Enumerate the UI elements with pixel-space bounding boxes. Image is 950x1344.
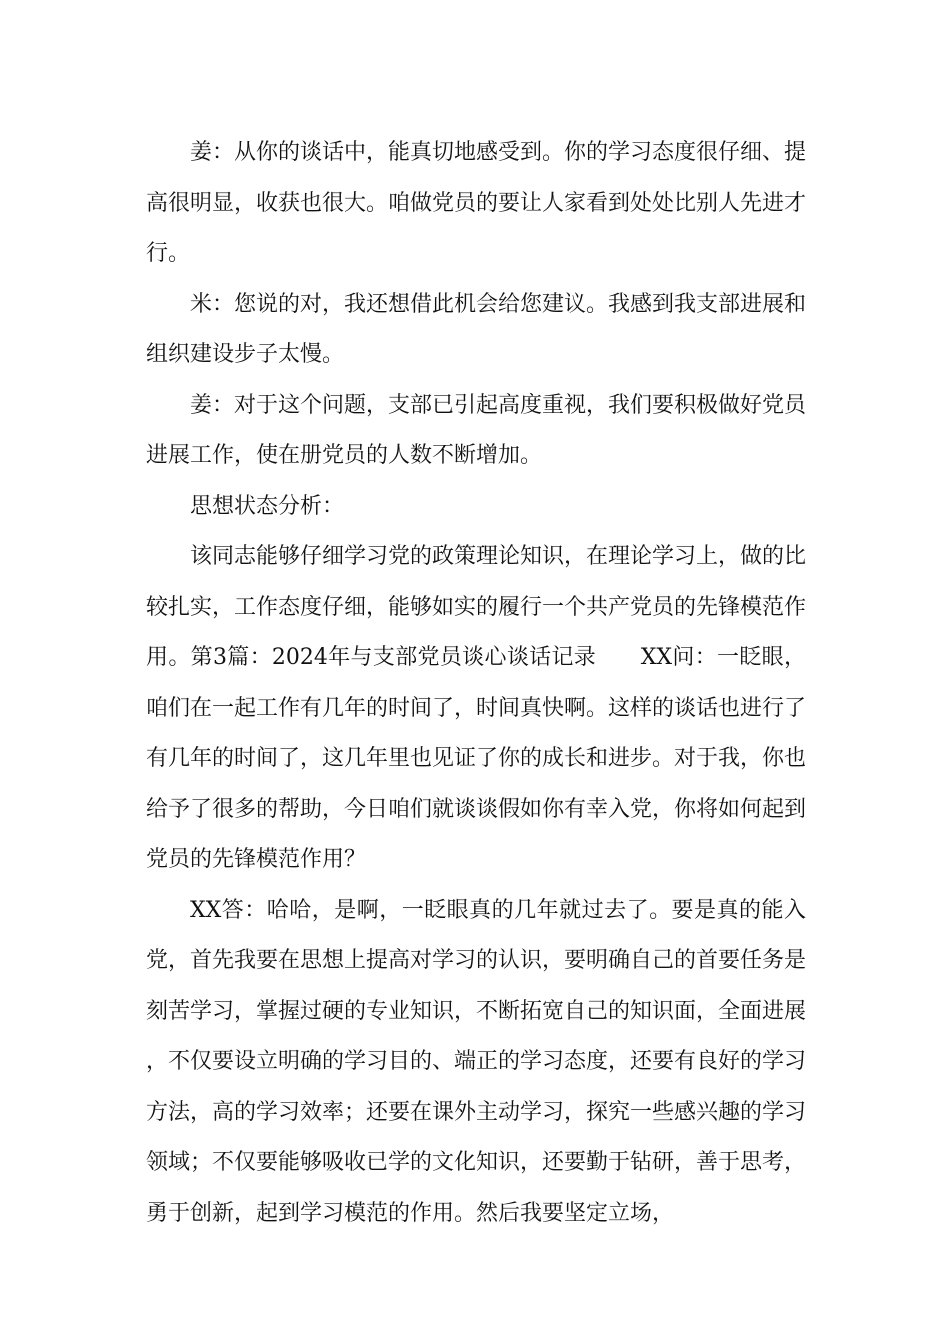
paragraph-answer: XX答：哈哈，是啊，一眨眼真的几年就过去了。要是真的能入党，首先我要在思想上提高对学习的认识，要明确自己的首要任务是刻苦学习，掌握过硬的专业知识，不断拓宽自己的知识面，全面进展，不仅要设立明确的学习目的、端正的学习态度，还要有良好的学习方法，高的学习效率；还要在课外主动学习，探究一些感兴趣的学习领域；不仅要能够吸收已学的文化知识，还要勤于钻研，善于思考，勇于创新，起到学习模范的作用。然后我要坚定立场， xyxy=(146,897,807,1226)
section-heading-analysis: 思想状态分析： xyxy=(190,493,345,519)
document-body xyxy=(146,128,806,1239)
paragraph-jiang-feedback: 姜：从你的谈话中，能真切地感受到。你的学习态度很仔细、提高很明显，收获也很大。咱做党员的要让人家看到处处比别人先进才行。 xyxy=(146,140,807,266)
paragraph-mi-suggestion: 米：您说的对，我还想借此机会给您建议。我感到我支部进展和组织建设步子太慢。 xyxy=(146,291,807,367)
paragraph-analysis-and-question: 该同志能够仔细学习党的政策理论知识，在理论学习上，做的比较扎实，工作态度仔细，能够如实的履行一个共产党员的先锋模范作用。第3篇：2024年与支部党员谈心谈话记录 XX问：一眨眼，咱们在一起工作有几年的时间了，时间真快啊。这样的谈话也进行了有几年的时间了，这几年里也见证了你的成长和进步。对于我，你也给予了很多的帮助，今日咱们就谈谈假如你有幸入党，你将如何起到党员的先锋模范作用？ xyxy=(146,544,807,872)
paragraph-jiang-response: 姜：对于这个问题，支部已引起高度重视，我们要积极做好党员进展工作，使在册党员的人数不断增加。 xyxy=(146,392,807,468)
